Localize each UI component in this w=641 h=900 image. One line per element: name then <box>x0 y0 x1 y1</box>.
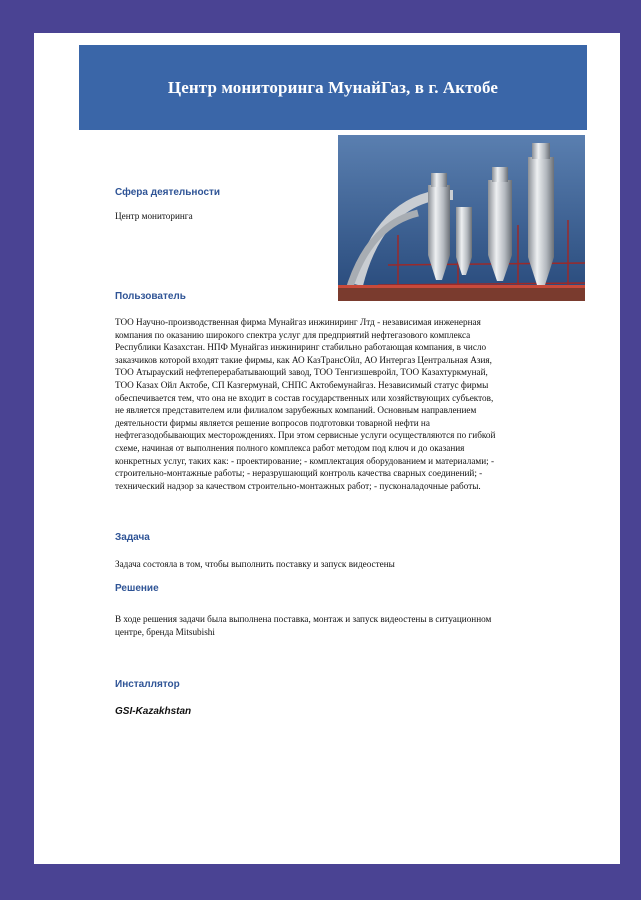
solution-line: В ходе решения задачи была выполнена поставка, монтаж и запуск видеостены в ситуационном <box>115 614 492 624</box>
user-line: деятельности фирмы является решение вопросов подготовки товарной нефти на <box>115 417 430 428</box>
scope-text: Центр мониторинга <box>115 211 193 221</box>
solution-line: центре, бренда Mitsubishi <box>115 626 215 637</box>
user-line: ТОО Научно-производственная фирма Мунайгаз инжиниринг Лтд - независимая инженерная <box>115 317 481 327</box>
user-line: строительно-монтажные работы; - неразрушающий контроль качества сварных соединений; - <box>115 468 483 479</box>
installer-heading: Инсталлятор <box>115 679 180 690</box>
user-line: заказчиков которой входят такие фирмы, как АО КазТрансОйл, АО Интергаз Центральная Азия, <box>115 354 492 365</box>
page-title: Центр мониторинга МунайГаз, в г. Актобе <box>167 77 499 97</box>
user-line: обеспечивается тем, что она не входит в состав государственных или хозяйствующих субъектов, <box>115 392 494 403</box>
solution-heading: Решение <box>115 583 159 594</box>
user-paragraph <box>115 316 495 492</box>
user-line: конкретных услуг, таких как: - проектирование; - комплектация оборудованием и материалами; - <box>115 455 495 466</box>
solution-paragraph <box>115 613 491 638</box>
user-line: схеме, начиная от выполнения полного комплекса работ методом под ключ и до оказания <box>115 442 465 453</box>
user-line: не является представителем или филиалом зарубежных компаний. Основным направлением <box>115 405 477 416</box>
user-line: ТОО Казах Ойл Актобе, СП Казгермунай, СНПС Актобемунайгаз. Независимый статус фирмы <box>115 379 489 390</box>
task-heading: Задача <box>115 532 150 543</box>
user-line: ТОО Атырауский нефтеперерабатывающий завод, ТОО Тенгизшевройл, ТОО Казахтуркмунай, <box>115 367 488 378</box>
industrial-equipment-image <box>338 135 585 301</box>
task-text: Задача состояла в том, чтобы выполнить поставку и запуск видеостены <box>115 559 395 569</box>
user-line: Республики Казахстан. НПФ Мунайгаз инжиниринг стабильно работающая компания, в число <box>115 342 487 353</box>
scope-heading: Сфера деятельности <box>115 187 221 198</box>
installer-name: GSI-Kazakhstan <box>115 706 192 717</box>
header-banner <box>79 45 587 130</box>
document-page <box>34 33 620 864</box>
user-heading: Пользователь <box>115 291 186 302</box>
plant-photo <box>338 135 585 301</box>
user-line: технический надзор за качеством строительно-монтажных работ; - пусконаладочные работы. <box>115 480 481 491</box>
user-line: нефтегазодобывающих месторождениях. При этом сервисные услуги осуществляются по гибкой <box>115 430 496 441</box>
user-line: компания по оказанию широкого спектра услуг для предприятий нефтегазового комплекса <box>115 329 471 340</box>
